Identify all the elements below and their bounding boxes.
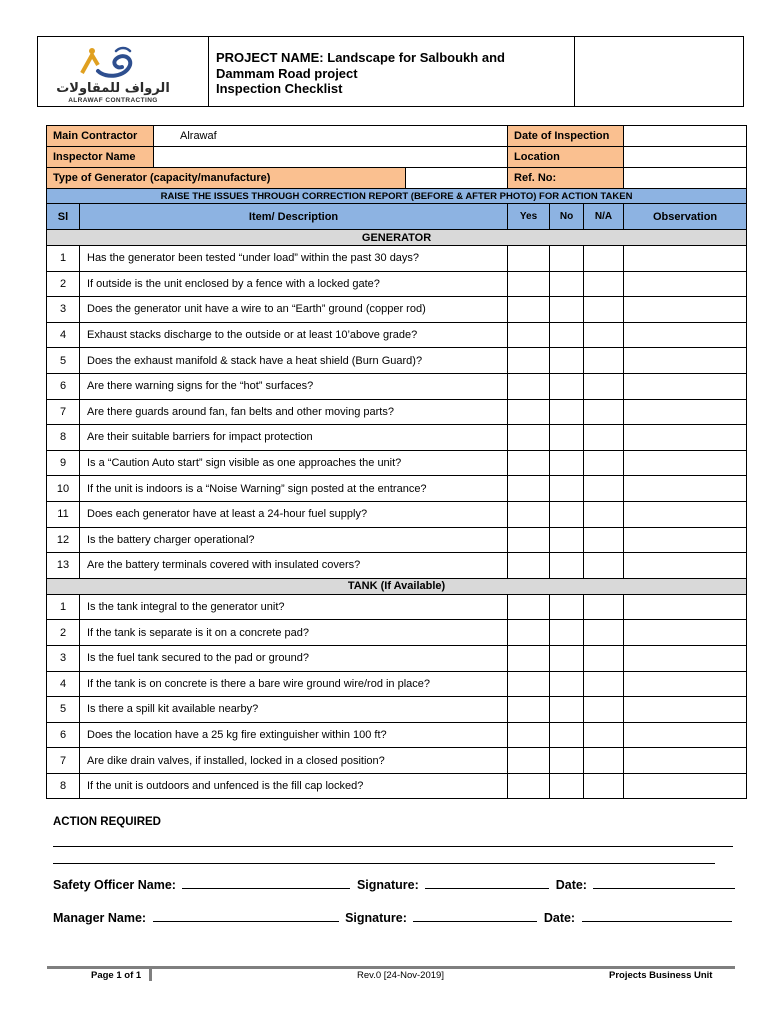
row-no-cell[interactable]: [550, 748, 584, 774]
location-field[interactable]: [624, 147, 747, 168]
correction-report-banner: RAISE THE ISSUES THROUGH CORRECTION REPORT (BEFORE & AFTER PHOTO) FOR ACTION TAKEN: [47, 189, 747, 204]
manager-date-label: Date:: [543, 911, 576, 925]
table-row: [47, 594, 747, 620]
table-row: [47, 620, 747, 646]
row-observation-cell[interactable]: [624, 594, 747, 620]
row-item-description: If the unit is outdoors and unfenced is the fill cap locked?: [80, 773, 508, 799]
row-observation-cell[interactable]: [624, 553, 747, 579]
row-item-description: Are there warning signs for the “hot” surfaces?: [80, 373, 508, 399]
row-item-description: Does the exhaust manifold & stack have a heat shield (Burn Guard)?: [80, 348, 508, 374]
row-no-cell[interactable]: [550, 476, 584, 502]
safety-officer-name-field[interactable]: [182, 876, 350, 889]
row-na-cell[interactable]: [584, 450, 624, 476]
row-sl-number: 8: [47, 425, 80, 451]
col-no: No: [550, 204, 584, 230]
manager-signoff: [53, 909, 735, 925]
row-sl-number: 3: [47, 645, 80, 671]
manager-signature-label: Signature:: [345, 911, 407, 925]
row-sl-number: 2: [47, 271, 80, 297]
row-yes-cell[interactable]: [508, 373, 550, 399]
row-no-cell[interactable]: [550, 594, 584, 620]
document-title: Inspection Checklist: [216, 81, 343, 96]
table-row: [47, 722, 747, 748]
row-na-cell[interactable]: [584, 476, 624, 502]
logo-english-text: ALRAWAF CONTRACTING: [68, 97, 158, 104]
row-yes-cell[interactable]: [508, 594, 550, 620]
row-no-cell[interactable]: [550, 773, 584, 799]
row-na-cell[interactable]: [584, 748, 624, 774]
footer-page-separator: [149, 968, 152, 981]
manager-date-field[interactable]: [582, 909, 732, 922]
row-item-description: Does each generator have at least a 24-hour fuel supply?: [80, 501, 508, 527]
row-na-cell[interactable]: [584, 348, 624, 374]
row-na-cell[interactable]: [584, 322, 624, 348]
row-na-cell[interactable]: [584, 271, 624, 297]
row-item-description: If the tank is separate is it on a concrete pad?: [80, 620, 508, 646]
row-sl-number: 10: [47, 476, 80, 502]
inspector-name-field[interactable]: [154, 147, 508, 168]
row-no-cell[interactable]: [550, 527, 584, 553]
row-no-cell[interactable]: [550, 322, 584, 348]
row-sl-number: 4: [47, 671, 80, 697]
row-item-description: Does the location have a 25 kg fire extinguisher within 100 ft?: [80, 722, 508, 748]
row-item-description: Has the generator been tested “under load” within the past 30 days?: [80, 246, 508, 272]
main-contractor-label: Main Contractor: [47, 126, 154, 147]
row-yes-cell[interactable]: [508, 501, 550, 527]
row-sl-number: 5: [47, 348, 80, 374]
row-observation-cell[interactable]: [624, 645, 747, 671]
row-yes-cell[interactable]: [508, 425, 550, 451]
col-item-description: Item/ Description: [80, 204, 508, 230]
generator-type-field[interactable]: [406, 168, 508, 189]
row-observation-cell[interactable]: [624, 501, 747, 527]
row-observation-cell[interactable]: [624, 476, 747, 502]
table-row: [47, 773, 747, 799]
row-no-cell[interactable]: [550, 553, 584, 579]
row-sl-number: 6: [47, 373, 80, 399]
col-observation: Observation: [624, 204, 747, 230]
table-row: [47, 748, 747, 774]
row-sl-number: 9: [47, 450, 80, 476]
row-sl-number: 3: [47, 297, 80, 323]
row-yes-cell[interactable]: [508, 773, 550, 799]
row-na-cell[interactable]: [584, 527, 624, 553]
safety-officer-signoff: [53, 876, 738, 892]
row-sl-number: 7: [47, 399, 80, 425]
row-na-cell[interactable]: [584, 697, 624, 723]
safety-officer-signature-label: Signature:: [356, 878, 419, 892]
row-item-description: Are dike drain valves, if installed, locked in a closed position?: [80, 748, 508, 774]
row-observation-cell[interactable]: [624, 450, 747, 476]
main-contractor-value[interactable]: Alrawaf: [154, 126, 508, 147]
banner-row: [47, 189, 747, 204]
row-observation-cell[interactable]: [624, 773, 747, 799]
row-item-description: Are their suitable barriers for impact protection: [80, 425, 508, 451]
row-item-description: Exhaust stacks discharge to the outside or at least 10’above grade?: [80, 322, 508, 348]
row-sl-number: 1: [47, 594, 80, 620]
safety-officer-label: Safety Officer Name:: [53, 878, 176, 892]
safety-officer-signature-field[interactable]: [425, 876, 549, 889]
table-row: [47, 697, 747, 723]
row-yes-cell[interactable]: [508, 297, 550, 323]
row-sl-number: 11: [47, 501, 80, 527]
section-title-generator: GENERATOR: [47, 230, 747, 246]
table-row: [47, 501, 747, 527]
row-na-cell[interactable]: [584, 594, 624, 620]
action-line-1[interactable]: [53, 846, 733, 847]
row-na-cell[interactable]: [584, 553, 624, 579]
section-header-row: [47, 230, 747, 246]
table-row: [47, 271, 747, 297]
table-row: [47, 671, 747, 697]
action-required-heading: ACTION REQUIRED: [53, 816, 161, 828]
table-row: [47, 246, 747, 272]
row-sl-number: 5: [47, 697, 80, 723]
row-sl-number: 4: [47, 322, 80, 348]
date-of-inspection-field[interactable]: [624, 126, 747, 147]
row-yes-cell[interactable]: [508, 476, 550, 502]
table-row: [47, 425, 747, 451]
row-sl-number: 8: [47, 773, 80, 799]
row-observation-cell[interactable]: [624, 348, 747, 374]
row-na-cell[interactable]: [584, 399, 624, 425]
row-observation-cell[interactable]: [624, 620, 747, 646]
row-yes-cell[interactable]: [508, 697, 550, 723]
section-header-row: [47, 578, 747, 594]
row-na-cell[interactable]: [584, 297, 624, 323]
row-yes-cell[interactable]: [508, 748, 550, 774]
logo-cell: [38, 37, 209, 106]
row-na-cell[interactable]: [584, 671, 624, 697]
manager-label: Manager Name:: [53, 911, 147, 925]
safety-officer-date-field[interactable]: [593, 876, 735, 889]
row-na-cell[interactable]: [584, 501, 624, 527]
row-observation-cell[interactable]: [624, 322, 747, 348]
col-sl: Sl: [47, 204, 80, 230]
row-item-description: Is the tank integral to the generator unit?: [80, 594, 508, 620]
project-name-part1: Landscape for Salboukh and: [327, 50, 505, 65]
footer-page-number: Page 1 of 1: [91, 970, 142, 981]
row-item-description: If outside is the unit enclosed by a fence with a locked gate?: [80, 271, 508, 297]
row-observation-cell[interactable]: [624, 373, 747, 399]
row-yes-cell[interactable]: [508, 671, 550, 697]
row-yes-cell[interactable]: [508, 450, 550, 476]
row-yes-cell[interactable]: [508, 246, 550, 272]
section-title-tank: TANK (If Available): [47, 578, 747, 594]
row-observation-cell[interactable]: [624, 399, 747, 425]
row-no-cell[interactable]: [550, 671, 584, 697]
row-yes-cell[interactable]: [508, 399, 550, 425]
row-sl-number: 2: [47, 620, 80, 646]
row-item-description: If the tank is on concrete is there a bare wire ground wire/rod in place?: [80, 671, 508, 697]
row-item-description: Are the battery terminals covered with insulated covers?: [80, 553, 508, 579]
table-row: [47, 450, 747, 476]
row-yes-cell[interactable]: [508, 271, 550, 297]
manager-signature-field[interactable]: [413, 909, 537, 922]
project-label: PROJECT NAME:: [216, 50, 324, 65]
table-row: [47, 645, 747, 671]
row-na-cell[interactable]: [584, 722, 624, 748]
row-observation-cell[interactable]: [624, 527, 747, 553]
row-no-cell[interactable]: [550, 246, 584, 272]
row-no-cell[interactable]: [550, 373, 584, 399]
row-observation-cell[interactable]: [624, 246, 747, 272]
row-sl-number: 7: [47, 748, 80, 774]
row-item-description: Does the generator unit have a wire to an “Earth” ground (copper rod): [80, 297, 508, 323]
row-yes-cell[interactable]: [508, 322, 550, 348]
row-item-description: Is there a spill kit available nearby?: [80, 697, 508, 723]
footer-business-unit: Projects Business Unit: [609, 970, 713, 981]
row-no-cell[interactable]: [550, 501, 584, 527]
row-no-cell[interactable]: [550, 271, 584, 297]
row-sl-number: 1: [47, 246, 80, 272]
row-sl-number: 6: [47, 722, 80, 748]
row-sl-number: 13: [47, 553, 80, 579]
table-row: [47, 322, 747, 348]
row-item-description: Is the fuel tank secured to the pad or ground?: [80, 645, 508, 671]
row-yes-cell[interactable]: [508, 348, 550, 374]
table-row: [47, 399, 747, 425]
project-name-line2: Dammam Road project: [216, 66, 358, 81]
row-yes-cell[interactable]: [508, 645, 550, 671]
footer-revision: Rev.0 [24-Nov-2019]: [357, 970, 444, 981]
info-row-contractor: [47, 126, 747, 147]
document-header: [37, 36, 744, 107]
row-observation-cell[interactable]: [624, 697, 747, 723]
row-no-cell[interactable]: [550, 297, 584, 323]
row-yes-cell[interactable]: [508, 527, 550, 553]
row-observation-cell[interactable]: [624, 748, 747, 774]
row-na-cell[interactable]: [584, 373, 624, 399]
logo-arabic-text: الرواف للمقاولات: [56, 81, 170, 96]
col-yes: Yes: [508, 204, 550, 230]
row-no-cell[interactable]: [550, 450, 584, 476]
column-header-row: [47, 204, 747, 230]
row-na-cell[interactable]: [584, 645, 624, 671]
generator-type-label: Type of Generator (capacity/manufacture): [47, 168, 406, 189]
table-row: [47, 348, 747, 374]
table-row: [47, 476, 747, 502]
row-observation-cell[interactable]: [624, 671, 747, 697]
row-item-description: Is a “Caution Auto start” sign visible as one approaches the unit?: [80, 450, 508, 476]
row-yes-cell[interactable]: [508, 553, 550, 579]
title-cell: [208, 37, 575, 106]
row-no-cell[interactable]: [550, 399, 584, 425]
row-item-description: Are there guards around fan, fan belts and other moving parts?: [80, 399, 508, 425]
info-row-inspector: [47, 147, 747, 168]
location-label: Location: [508, 147, 624, 168]
row-na-cell[interactable]: [584, 425, 624, 451]
row-na-cell[interactable]: [584, 246, 624, 272]
safety-officer-date-label: Date:: [555, 878, 587, 892]
row-observation-cell[interactable]: [624, 297, 747, 323]
project-name-line1: [216, 50, 505, 65]
alrawaf-logo-icon: [68, 45, 148, 81]
row-no-cell[interactable]: [550, 645, 584, 671]
table-row: [47, 373, 747, 399]
row-observation-cell[interactable]: [624, 425, 747, 451]
col-na: N/A: [584, 204, 624, 230]
row-na-cell[interactable]: [584, 620, 624, 646]
info-row-generator-type: [47, 168, 747, 189]
table-row: [47, 297, 747, 323]
row-no-cell[interactable]: [550, 722, 584, 748]
table-row: [47, 553, 747, 579]
row-sl-number: 12: [47, 527, 80, 553]
row-no-cell[interactable]: [550, 697, 584, 723]
row-no-cell[interactable]: [550, 348, 584, 374]
row-na-cell[interactable]: [584, 773, 624, 799]
manager-name-field[interactable]: [153, 909, 339, 922]
row-no-cell[interactable]: [550, 425, 584, 451]
table-row: [47, 527, 747, 553]
inspector-name-label: Inspector Name: [47, 147, 154, 168]
row-observation-cell[interactable]: [624, 722, 747, 748]
row-observation-cell[interactable]: [624, 271, 747, 297]
row-no-cell[interactable]: [550, 620, 584, 646]
row-item-description: Is the battery charger operational?: [80, 527, 508, 553]
action-line-2[interactable]: [53, 863, 715, 864]
row-yes-cell[interactable]: [508, 620, 550, 646]
inspection-checklist-table: [46, 125, 747, 799]
row-yes-cell[interactable]: [508, 722, 550, 748]
row-item-description: If the unit is indoors is a “Noise Warning” sign posted at the entrance?: [80, 476, 508, 502]
ref-no-field[interactable]: [624, 168, 747, 189]
ref-no-label: Ref. No:: [508, 168, 624, 189]
date-of-inspection-label: Date of Inspection: [508, 126, 624, 147]
